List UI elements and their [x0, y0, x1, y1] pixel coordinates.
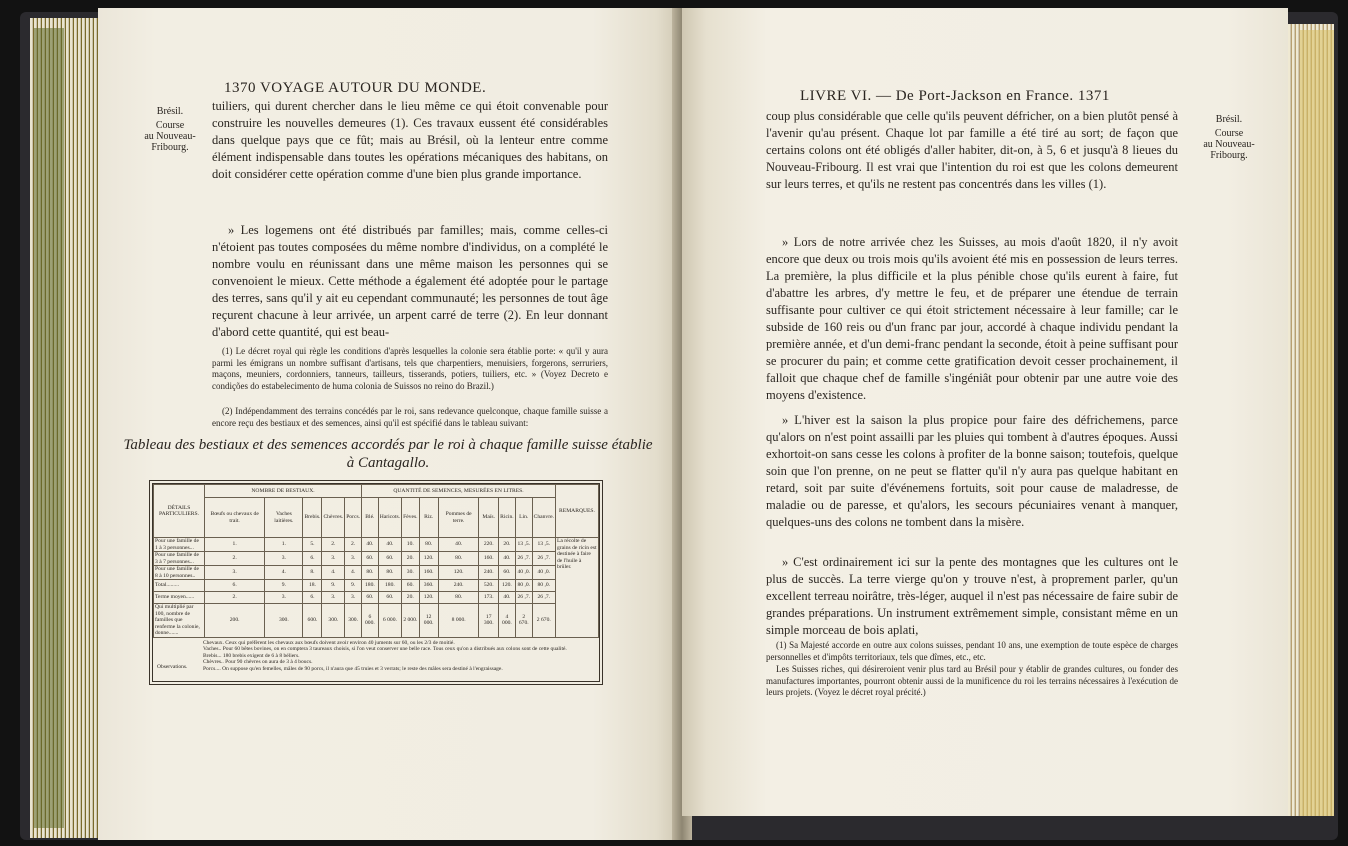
left-running-head: 1370 VOYAGE AUTOUR DU MONDE.: [224, 80, 487, 96]
table-column-header-row: [154, 498, 599, 538]
right-footnote-2: Les Suisses riches, qui désireroient venir plus tard au Brésil pour y établir de grandes cultures, ou fonder des manufactures importantes, pourront obtenir aussi de la munificence du roi les terrains nécessaires à l'exécution de leurs projets. (Voyez le décret royal précité.): [766, 664, 1178, 697]
table-cell: 3.: [345, 592, 362, 604]
table-cell: 80 ,0.: [515, 580, 532, 592]
table-cell: 30.: [402, 566, 419, 580]
table-cell: 360.: [419, 580, 438, 592]
column-header: Haricots.: [378, 498, 401, 538]
table-cell: 80.: [419, 538, 438, 552]
table-row: [154, 538, 599, 552]
table-cell: 9.: [265, 580, 303, 592]
table-cell: 2 000.: [402, 604, 419, 638]
row-label: Total.........: [154, 580, 205, 592]
margin-note-line: Course: [155, 120, 185, 131]
table-cell: 2.: [205, 592, 265, 604]
left-footnote-2: (2) Indépendamment des terrains concédés par le roi, sans redevance quelconque, chaque famille suisse a encore reçu des bestiaux et des semences, ainsi qu'il est spécifié dans le tableau suivant:: [212, 406, 608, 428]
group-header-livestock: NOMBRE DE BESTIAUX.: [205, 485, 362, 498]
left-footnote-1: (1) Le décret royal qui règle les conditions d'après lesquelles la colonie sera établie porte: « qu'il y aura parmi les émigrans un nombre suffisant d'artisans, tels que charpentiers, menuisiers, forgerons, serruriers, maçons, meuniers, cordonniers, tanneurs, tailleurs, tisserands, potiers, tuiliers, etc. » (Voyez Decreto e condições do estabelecimento de huma colonia de Suissos no reino do Brazil.): [212, 346, 608, 391]
column-header: Bœufs ou chevaux de trait.: [205, 498, 265, 538]
table-cell: 6.: [303, 552, 322, 566]
table-cell: 3.: [205, 566, 265, 580]
table-cell: 173.: [479, 592, 498, 604]
column-header: Maïs.: [479, 498, 498, 538]
right-running-head: LIVRE VI. — De Port-Jackson en France. 1371: [800, 88, 1110, 104]
table-cell: 80 ,0.: [532, 580, 555, 592]
margin-note-line: au Nouveau-: [1203, 139, 1255, 150]
table-cell: 60.: [498, 566, 515, 580]
row-label: Pour une famille de 1 à 3 personnes...: [154, 538, 205, 552]
table-cell: 600.: [303, 604, 322, 638]
column-header: Ricin.: [498, 498, 515, 538]
table-row: [154, 566, 599, 580]
table-caption: Tableau des bestiaux et des semences accordés par le roi à chaque famille suisse établie à Cantagallo.: [123, 437, 653, 471]
table-cell: 120.: [438, 566, 479, 580]
table-cell: 2 670.: [515, 604, 532, 638]
margin-note-line: Fribourg.: [151, 142, 189, 153]
table-cell: 60.: [402, 580, 419, 592]
table-cell: 2.: [205, 552, 265, 566]
column-header: Chèvres.: [322, 498, 345, 538]
right-margin-note: [1194, 114, 1264, 161]
table-cell: 26 ,7.: [515, 552, 532, 566]
observation-line: Vaches.. Pour 60 bêtes bovines, on en comptera 3 taureaux choisis, si l'on veut conserver une belle race. Tous ceux qu'on a distribués aux colons sont de cette qualité.: [203, 646, 567, 653]
left-margin-note: [140, 106, 200, 153]
table-cell: 40.: [378, 538, 401, 552]
observation-line: Brebis... 180 brebis exigent de 6 à 8 béliers.: [203, 652, 300, 659]
table-cell: 26 ,7.: [532, 592, 555, 604]
table-cell: 80.: [438, 552, 479, 566]
table-cell: 10.: [402, 538, 419, 552]
right-paragraph-1: coup plus considérable que celle qu'ils peuvent défricher, on a bien plutôt pensé à l'avenir qu'au présent. Chaque lot par famille a été tiré au sort; de façon que certains colons ont été obligés d'aller habiter, dit-on, à 5, 6 et jusqu'à 8 lieues du Nouveau-Fribourg. Il est vrai que l'intention du roi est que les colons demeurent sur leurs terres, et qu'ils ne restent pas concentrés dans les villes (1).: [766, 109, 1178, 191]
table-inner-frame: [152, 483, 600, 682]
table-row: [154, 552, 599, 566]
table-frame: [149, 480, 603, 685]
group-header-seeds: QUANTITÉ DE SEMENCES, MESURÉES EN LITRES.: [362, 485, 556, 498]
table-cell: 4.: [265, 566, 303, 580]
right-page: [682, 8, 1288, 816]
table-cell: 6.: [303, 592, 322, 604]
table-cell: 220.: [479, 538, 498, 552]
row-label: Qui multiplié par 100, nombre de familles que renferme la colonie, donne.......: [154, 604, 205, 638]
table-row: [154, 580, 599, 592]
table-cell: 4 000.: [498, 604, 515, 638]
table-cell: 520.: [479, 580, 498, 592]
table-cell: 40 ,0.: [532, 566, 555, 580]
table-row: [154, 592, 599, 604]
table-cell: 20.: [498, 538, 515, 552]
table-cell: 13 ,5.: [515, 538, 532, 552]
observation-line: Porcs.... On suppose qu'en femelles, mâles de 90 porcs, il n'aura que 45 truies et 3 verrats; le reste des mâles sera destiné à l'engraissage.: [203, 665, 503, 672]
table-cell: 6 000.: [378, 604, 401, 638]
table-cell: 240.: [438, 580, 479, 592]
left-paragraph-2: » Les logemens ont été distribués par familles; mais, comme celles-ci n'étoient pas toutes composées du même nombre d'individus, on a complété le nombre voulu en réunissant dans une même maison les personnes qui se convenoient le mieux. Cette méthode a également été adoptée pour le partage des terres, sans qu'il y ait eu cependant communauté; les personnes de tout âge reçurent chacune à leur arrivée, un arpent carré de terre (2). En leur donnant d'abord cette quantité, qui est beau-: [212, 223, 608, 339]
table-cell: 160.: [479, 552, 498, 566]
left-page: [98, 8, 680, 840]
margin-note-line: Fribourg.: [1210, 150, 1248, 161]
table-cell: 40.: [438, 538, 479, 552]
right-paragraph-4: » C'est ordinairement ici sur la pente des montagnes que les cultures ont le plus de succès. La terre vierge qu'on y trouve n'est, à proprement parler, qu'un excellent terreau noirâtre, très-léger, auquel il n'est pas nécessaire de faire subir de grandes préparations. Un instrument extrêmement simple, consistant même en un simple morceau de bois aplati,: [766, 555, 1178, 637]
table-cell: 8 000.: [438, 604, 479, 638]
table-cell: 9.: [322, 580, 345, 592]
row-label: Pour une famille de 8 à 10 personnes..: [154, 566, 205, 580]
column-header: Porcs.: [345, 498, 362, 538]
right-paragraph-2: » Lors de notre arrivée chez les Suisses, au mois d'août 1820, il n'y avoit encore que deux ou trois mois qu'ils avoient été mis en possession de leurs terres. La première, la plus difficile et la plus pénible chose qu'ils eurent à faire, fut d'abattre les arbres, d'y mettre le feu, et de préparer une étendue de terrain suffisante pour cultiver ce qui étoit strictement nécessaire à leur famille; car le subside de 160 reis ou d'un franc par jour, accordé à chaque individu pendant la première année, et d'un demi-franc pendant la seconde, étoit à peine suffisant pour se procurer du pain; et comme cette gratification devoit cesser prochainement, il falloit que chaque chef de famille s'ingéniât pour obtenir par une autre voie des moyens d'existence.: [766, 235, 1178, 402]
column-header: Blé.: [362, 498, 379, 538]
margin-note-line: Course: [1214, 128, 1244, 139]
table-cell: 9.: [345, 580, 362, 592]
table-cell: 8.: [303, 566, 322, 580]
table-cell: 160.: [419, 566, 438, 580]
table-cell: 12 000.: [419, 604, 438, 638]
right-footnote-1: (1) Sa Majesté accorde en outre aux colons suisses, pendant 10 ans, une exemption de toute espèce de charges personnelles et d'impôts territoriaux, tels que dîmes, etc., etc.: [766, 640, 1178, 662]
margin-note-line: au Nouveau-: [144, 131, 196, 142]
table-cell: 120.: [419, 552, 438, 566]
table-cell: 80.: [438, 592, 479, 604]
table-cell: 4.: [345, 566, 362, 580]
table-cell: 20.: [402, 552, 419, 566]
table-cell: 6 000.: [362, 604, 379, 638]
table-cell: 3.: [322, 552, 345, 566]
table-cell: 26 ,7.: [532, 552, 555, 566]
table-cell: 40.: [362, 538, 379, 552]
table-remark: La récolte de grains de ricin est destinée à faire de l'huile à brûler.: [556, 538, 599, 638]
row-label: Terme moyen......: [154, 592, 205, 604]
margin-note-line: Brésil.: [156, 106, 184, 117]
table-cell: 26 ,7.: [515, 592, 532, 604]
table-body: [154, 538, 599, 638]
right-edge-tint: [1300, 30, 1334, 816]
bestiaux-table: [153, 484, 599, 638]
table-cell: 17 300.: [479, 604, 498, 638]
table-cell: 120.: [498, 580, 515, 592]
observations-lines: [203, 640, 595, 672]
table-cell: 40.: [498, 592, 515, 604]
table-cell: 2 670.: [532, 604, 555, 638]
column-header: Vaches laitières.: [265, 498, 303, 538]
table-cell: 3.: [322, 592, 345, 604]
left-cover-tint: [34, 28, 64, 828]
right-paragraph-3: » L'hiver est la saison la plus propice pour faire des défrichemens, parce qu'alors on n'est point assailli par les pluies qui tombent à d'autres époques. Aussi exhortoit-on sans cesse les colons à profiter de la bonne saison; toutefois, quelque soin que l'on prenne, on ne peut se flatter qu'il n'y aura pas quelque habitant en retard, soit par suite d'événemens fortuits, soit pour cause de maladresse, de maladie ou de paresse, et qu'alors, les secours pécuniaires venant à manquer, quelques-uns des colons ne tombent dans la misère.: [766, 413, 1178, 529]
column-header: Chanvre.: [532, 498, 555, 538]
table-cell: 1.: [205, 538, 265, 552]
table-cell: 13 ,5.: [532, 538, 555, 552]
left-paragraph-1: tuiliers, qui durent chercher dans le lieu même ce qui étoit convenable pour construire les nouvelles demeures (1). Ces travaux eussent été considérables dans quelque pays que ce fût; mais au Brésil, où la lenteur entre comme élément indispensable dans toutes les opérations mécaniques des habitans, on doit considérer cette opération comme d'une bien plus grande importance.: [212, 99, 608, 181]
margin-note-line: Brésil.: [1215, 114, 1243, 125]
column-header: Lin.: [515, 498, 532, 538]
table-cell: 3.: [345, 552, 362, 566]
col-details-header: DÉTAILS PARTICULIERS.: [154, 485, 205, 538]
table-group-header-row: [154, 485, 599, 498]
observation-line: Chèvres.. Pour 90 chèvres on aura de 3 à 4 boucs.: [203, 659, 313, 666]
table-cell: 60.: [362, 552, 379, 566]
table-cell: 2.: [345, 538, 362, 552]
table-cell: 6.: [205, 580, 265, 592]
table-cell: 20.: [402, 592, 419, 604]
table-cell: 180.: [362, 580, 379, 592]
table-cell: 120.: [419, 592, 438, 604]
table-cell: 3.: [265, 592, 303, 604]
table-cell: 80.: [378, 566, 401, 580]
table-cell: 5.: [303, 538, 322, 552]
observations-label: Observations.: [157, 664, 188, 670]
table-cell: 18.: [303, 580, 322, 592]
table-cell: 180.: [378, 580, 401, 592]
table-cell: 300.: [322, 604, 345, 638]
table-cell: 60.: [378, 592, 401, 604]
table-row: [154, 604, 599, 638]
table-cell: 40.: [498, 552, 515, 566]
table-cell: 60.: [362, 592, 379, 604]
table-cell: 200.: [205, 604, 265, 638]
table-cell: 80.: [362, 566, 379, 580]
table-cell: 240.: [479, 566, 498, 580]
table-cell: 2.: [322, 538, 345, 552]
column-header: Brebis.: [303, 498, 322, 538]
observation-line: Chevaux. Ceux qui préfèrent les chevaux aux bœufs doivent avoir environ 40 juments sur 60, ou les 2/3 de moitié.: [203, 640, 455, 646]
col-remarks-header: REMARQUES.: [556, 485, 599, 538]
table-cell: 4.: [322, 566, 345, 580]
column-header: Fèves.: [402, 498, 419, 538]
table-cell: 300.: [345, 604, 362, 638]
row-label: Pour une famille de 3 à 7 personnes...: [154, 552, 205, 566]
table-cell: 40 ,0.: [515, 566, 532, 580]
table-cell: 60.: [378, 552, 401, 566]
table-cell: 300.: [265, 604, 303, 638]
column-header: Pommes de terre.: [438, 498, 479, 538]
table-cell: 1.: [265, 538, 303, 552]
column-header: Riz.: [419, 498, 438, 538]
table-cell: 3.: [265, 552, 303, 566]
